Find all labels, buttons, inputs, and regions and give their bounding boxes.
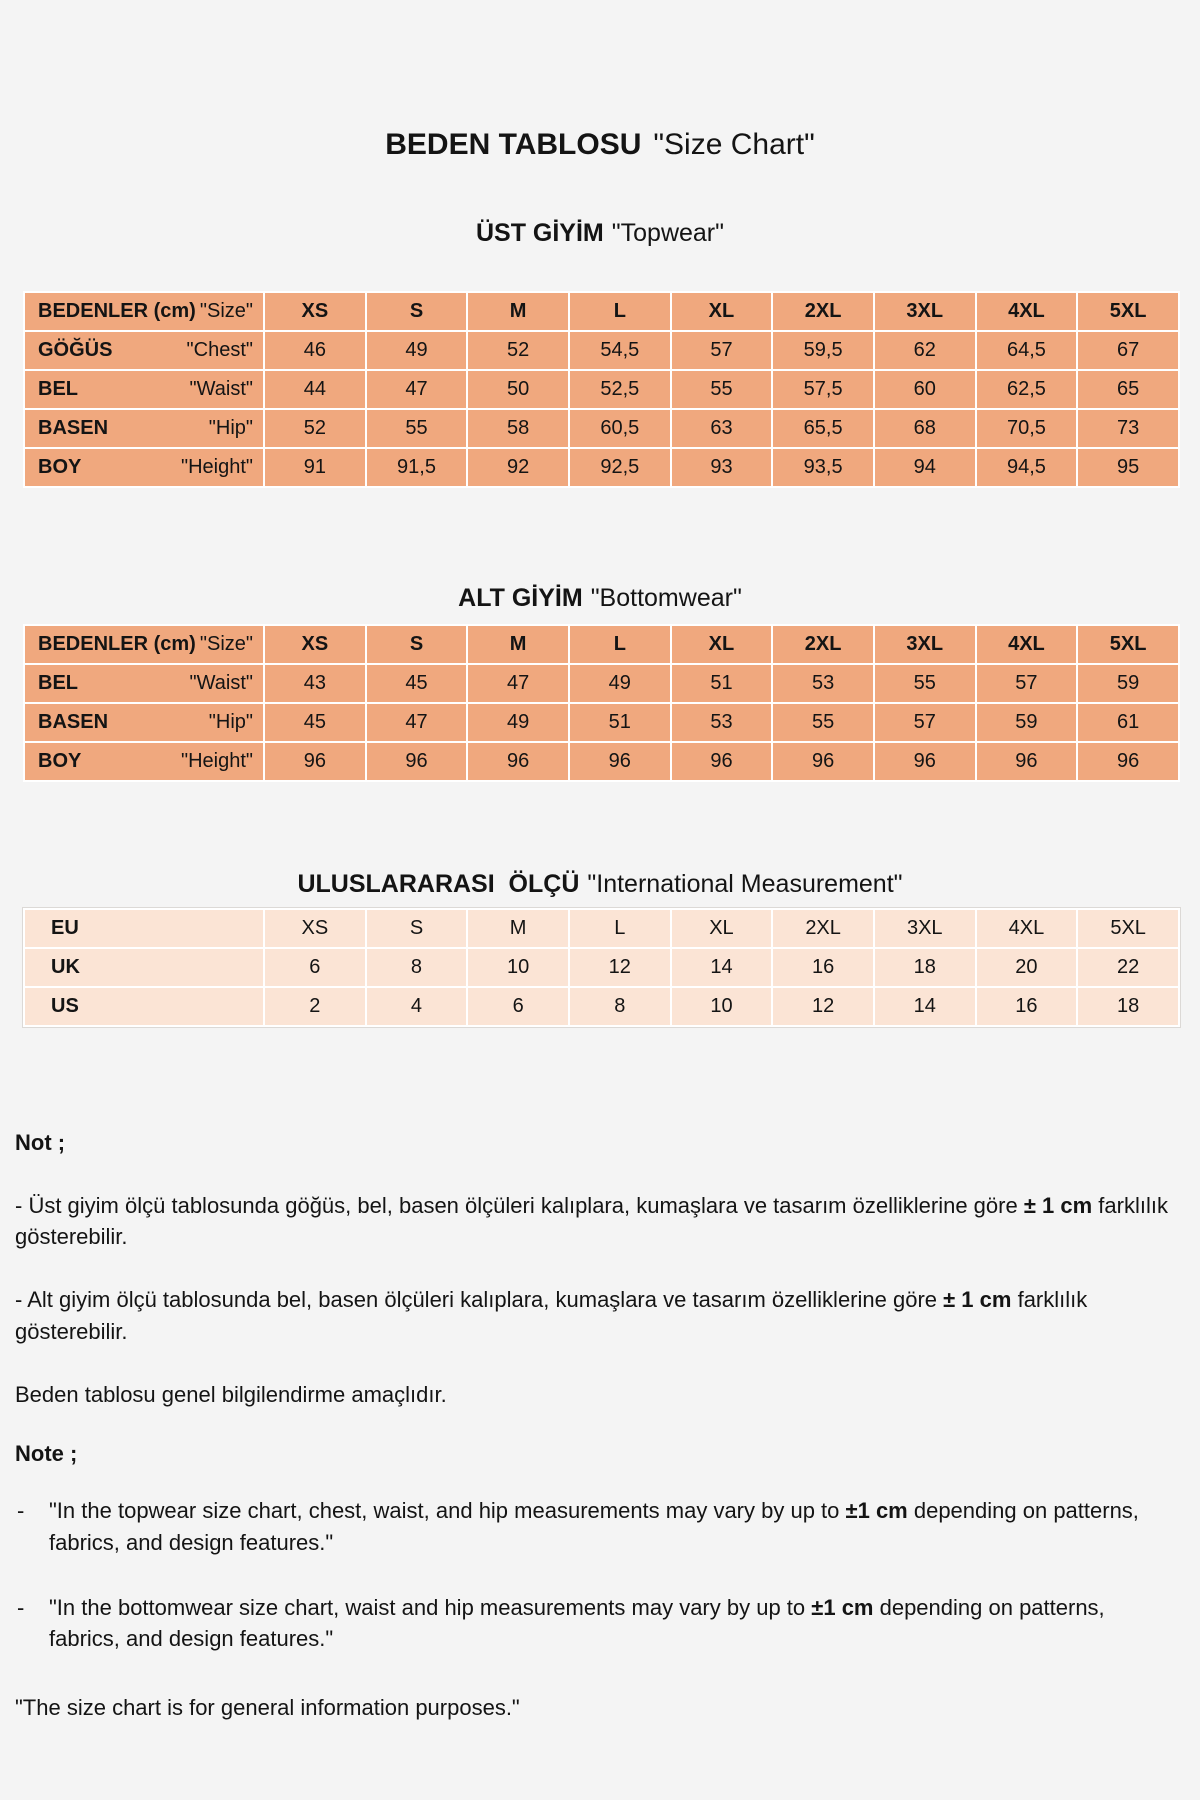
value-cell: 96: [467, 742, 569, 781]
note-text-segment: Beden tablosu genel bilgilendirme amaçlıdır.: [15, 1381, 447, 1407]
value-cell: 95: [1077, 448, 1179, 487]
row-label-tr: BEL: [38, 672, 78, 694]
topwear-table-container: [15, 291, 1185, 488]
value-cell: L: [569, 909, 671, 948]
value-cell: 5XL: [1077, 292, 1179, 331]
value-cell: 45: [264, 703, 366, 742]
value-cell: 53: [772, 664, 874, 703]
value-cell: 64,5: [976, 331, 1078, 370]
value-cell: L: [569, 292, 671, 331]
row-header-cell: [24, 742, 264, 781]
value-cell: 14: [874, 987, 976, 1026]
value-cell: 5XL: [1077, 909, 1179, 948]
value-cell: 96: [772, 742, 874, 781]
value-cell: 51: [569, 703, 671, 742]
international-row: [24, 987, 1179, 1026]
row-label-tr: BEDENLER (cm): [38, 633, 196, 655]
bullet-dash: -: [17, 1594, 25, 1620]
value-cell: 94,5: [976, 448, 1078, 487]
topwear-row: [24, 331, 1179, 370]
value-cell: 2: [264, 987, 366, 1026]
row-label-tr: EU: [51, 916, 79, 939]
row-header-cell: [24, 448, 264, 487]
topwear-heading: [15, 219, 1185, 248]
value-cell: 61: [1077, 703, 1179, 742]
note-text-segment: ± 1 cm: [943, 1287, 1012, 1313]
value-cell: 4: [366, 987, 468, 1026]
row-header-cell: [24, 409, 264, 448]
row-label-tr: US: [51, 994, 79, 1017]
value-cell: S: [366, 909, 468, 948]
page-title-en: "Size Chart": [653, 128, 815, 161]
row-label-en: "Height": [180, 750, 253, 772]
value-cell: 92,5: [569, 448, 671, 487]
value-cell: 54,5: [569, 331, 671, 370]
note-text-segment: - Alt giyim ölçü tablosunda bel, basen ölçüleri kalıplara, kumaşlara ve tasarım özelliklerine göre: [15, 1287, 944, 1313]
row-label-tr: BOY: [38, 750, 82, 772]
row-label-tr: BOY: [38, 456, 82, 479]
value-cell: 68: [874, 409, 976, 448]
value-cell: 8: [569, 987, 671, 1026]
value-cell: 12: [569, 948, 671, 987]
value-cell: 46: [264, 331, 366, 370]
value-cell: 2XL: [772, 625, 874, 664]
note-text-segment: Not ;: [15, 1129, 66, 1155]
row-label-tr: UK: [51, 955, 80, 978]
value-cell: 2XL: [772, 909, 874, 948]
row-header-cell: [24, 987, 264, 1026]
value-cell: 59,5: [772, 331, 874, 370]
topwear-heading-en: "Topwear": [611, 218, 725, 247]
value-cell: 6: [467, 987, 569, 1026]
value-cell: M: [467, 909, 569, 948]
bullet-text: [49, 1495, 1149, 1557]
value-cell: 45: [366, 664, 468, 703]
value-cell: 10: [671, 987, 773, 1026]
row-label-en: "Height": [180, 456, 253, 479]
row-header-cell: [24, 948, 264, 987]
bullet-dash: -: [17, 1498, 25, 1524]
row-label-en: "Waist": [189, 378, 253, 401]
note-general-en: [15, 1692, 1180, 1723]
bottomwear-heading-tr: ALT GİYİM: [458, 584, 583, 613]
international-heading-tr: ULUSLARARASI ÖLÇÜ: [297, 870, 580, 898]
row-header-cell: [24, 909, 264, 948]
row-header-cell: [24, 625, 264, 664]
note-heading-tr: [15, 1127, 1180, 1158]
value-cell: 67: [1077, 331, 1179, 370]
topwear-table: [23, 291, 1180, 488]
value-cell: 47: [366, 370, 468, 409]
value-cell: 10: [467, 948, 569, 987]
value-cell: 53: [671, 703, 773, 742]
value-cell: 55: [366, 409, 468, 448]
value-cell: 52,5: [569, 370, 671, 409]
value-cell: 93: [671, 448, 773, 487]
page-title-tr: BEDEN TABLOSU: [385, 128, 642, 161]
value-cell: 55: [874, 664, 976, 703]
value-cell: 49: [366, 331, 468, 370]
bottomwear-table: [23, 624, 1180, 782]
note-text-segment: ± 1 cm: [1023, 1192, 1093, 1218]
international-table-container: [15, 908, 1185, 1027]
international-table: [23, 908, 1180, 1027]
value-cell: XL: [671, 909, 773, 948]
note-text-segment: depending on patterns, fabrics, and design features.": [49, 1498, 1146, 1555]
value-cell: 43: [264, 664, 366, 703]
bottomwear-row: [24, 625, 1179, 664]
value-cell: 62,5: [976, 370, 1078, 409]
bottomwear-row: [24, 664, 1179, 703]
value-cell: 4XL: [976, 625, 1078, 664]
value-cell: M: [467, 292, 569, 331]
value-cell: 57,5: [772, 370, 874, 409]
international-heading-en: "International Measurement": [587, 870, 903, 898]
value-cell: S: [366, 625, 468, 664]
value-cell: 18: [1077, 987, 1179, 1026]
bottomwear-row: [24, 703, 1179, 742]
value-cell: 3XL: [874, 909, 976, 948]
value-cell: 57: [671, 331, 773, 370]
value-cell: XL: [671, 292, 773, 331]
topwear-row: [24, 292, 1179, 331]
note-topwear-tr: [15, 1190, 1180, 1252]
row-header-cell: [24, 292, 264, 331]
row-label-tr: BEL: [38, 378, 78, 401]
row-label-en: "Waist": [189, 672, 253, 694]
row-label-en: "Hip": [208, 711, 253, 733]
row-label-tr: BEDENLER (cm): [38, 300, 196, 323]
note-bottomwear-en: [15, 1592, 1180, 1654]
value-cell: XS: [264, 909, 366, 948]
bullet-text: [49, 1592, 1149, 1654]
value-cell: 12: [772, 987, 874, 1026]
international-row: [24, 909, 1179, 948]
row-label-en: "Chest": [186, 339, 253, 362]
note-text-segment: farklılık gösterebilir.: [15, 1192, 1175, 1250]
value-cell: 16: [772, 948, 874, 987]
value-cell: 63: [671, 409, 773, 448]
value-cell: 96: [671, 742, 773, 781]
note-text-segment: - Üst giyim ölçü tablosunda göğüs, bel, basen ölçüleri kalıplara, kumaşlara ve tasarım özelliklerine göre: [15, 1192, 1024, 1218]
topwear-row: [24, 409, 1179, 448]
row-label-tr: BASEN: [38, 417, 109, 440]
topwear-heading-tr: ÜST GİYİM: [475, 218, 604, 247]
note-text-segment: "In the bottomwear size chart, waist and hip measurements may vary by up to: [49, 1594, 812, 1620]
note-text-segment: "In the topwear size chart, chest, waist, and hip measurements may vary by up to: [49, 1498, 846, 1524]
value-cell: 8: [366, 948, 468, 987]
value-cell: 49: [569, 664, 671, 703]
international-row: [24, 948, 1179, 987]
value-cell: 3XL: [874, 292, 976, 331]
value-cell: 59: [976, 703, 1078, 742]
value-cell: 18: [874, 948, 976, 987]
value-cell: 91,5: [366, 448, 468, 487]
value-cell: 65,5: [772, 409, 874, 448]
value-cell: 5XL: [1077, 625, 1179, 664]
value-cell: 60: [874, 370, 976, 409]
value-cell: 16: [976, 987, 1078, 1026]
value-cell: 93,5: [772, 448, 874, 487]
value-cell: 96: [874, 742, 976, 781]
page-title: [15, 0, 1185, 163]
international-heading: [15, 870, 1185, 899]
row-label-en: "Hip": [208, 417, 253, 440]
value-cell: 22: [1077, 948, 1179, 987]
note-heading-en: [15, 1438, 1180, 1469]
value-cell: S: [366, 292, 468, 331]
row-header-cell: [24, 664, 264, 703]
value-cell: 57: [976, 664, 1078, 703]
value-cell: M: [467, 625, 569, 664]
value-cell: 94: [874, 448, 976, 487]
value-cell: 47: [366, 703, 468, 742]
row-header-cell: [24, 331, 264, 370]
note-general-tr: [15, 1379, 1180, 1410]
value-cell: 51: [671, 664, 773, 703]
row-label-en: "Size": [199, 633, 253, 655]
value-cell: 55: [671, 370, 773, 409]
value-cell: 96: [976, 742, 1078, 781]
value-cell: 50: [467, 370, 569, 409]
value-cell: 96: [366, 742, 468, 781]
value-cell: 92: [467, 448, 569, 487]
row-header-cell: [24, 370, 264, 409]
value-cell: 2XL: [772, 292, 874, 331]
value-cell: 70,5: [976, 409, 1078, 448]
value-cell: 4XL: [976, 909, 1078, 948]
value-cell: XS: [264, 292, 366, 331]
note-text-segment: farklılık gösterebilir.: [15, 1287, 1094, 1344]
value-cell: 6: [264, 948, 366, 987]
bottomwear-heading: [15, 584, 1185, 613]
value-cell: XS: [264, 625, 366, 664]
note-bottomwear-tr: [15, 1284, 1180, 1346]
value-cell: 96: [264, 742, 366, 781]
note-text-segment: ±1 cm: [845, 1498, 908, 1524]
bottomwear-heading-en: "Bottomwear": [590, 584, 742, 613]
value-cell: 52: [264, 409, 366, 448]
value-cell: 44: [264, 370, 366, 409]
value-cell: 58: [467, 409, 569, 448]
value-cell: 3XL: [874, 625, 976, 664]
row-label-tr: BASEN: [38, 711, 109, 733]
value-cell: 20: [976, 948, 1078, 987]
value-cell: 55: [772, 703, 874, 742]
bottomwear-table-container: [15, 624, 1185, 782]
note-text-segment: "The size chart is for general information purposes.": [15, 1695, 520, 1721]
value-cell: 73: [1077, 409, 1179, 448]
row-label-en: "Size": [199, 300, 253, 323]
value-cell: 59: [1077, 664, 1179, 703]
value-cell: 52: [467, 331, 569, 370]
value-cell: 47: [467, 664, 569, 703]
value-cell: 65: [1077, 370, 1179, 409]
note-text-segment: ±1 cm: [811, 1594, 874, 1620]
row-header-cell: [24, 703, 264, 742]
value-cell: 60,5: [569, 409, 671, 448]
bottomwear-row: [24, 742, 1179, 781]
note-text-segment: depending on patterns, fabrics, and design features.": [49, 1594, 1111, 1652]
value-cell: 14: [671, 948, 773, 987]
topwear-row: [24, 370, 1179, 409]
note-topwear-en: [15, 1495, 1180, 1557]
value-cell: 4XL: [976, 292, 1078, 331]
value-cell: 96: [569, 742, 671, 781]
topwear-row: [24, 448, 1179, 487]
value-cell: 91: [264, 448, 366, 487]
value-cell: 57: [874, 703, 976, 742]
value-cell: 49: [467, 703, 569, 742]
row-label-tr: GÖĞÜS: [38, 339, 113, 362]
value-cell: XL: [671, 625, 773, 664]
value-cell: L: [569, 625, 671, 664]
note-text-segment: Note ;: [15, 1441, 78, 1467]
notes-section: [15, 1127, 1180, 1724]
value-cell: 96: [1077, 742, 1179, 781]
value-cell: 62: [874, 331, 976, 370]
